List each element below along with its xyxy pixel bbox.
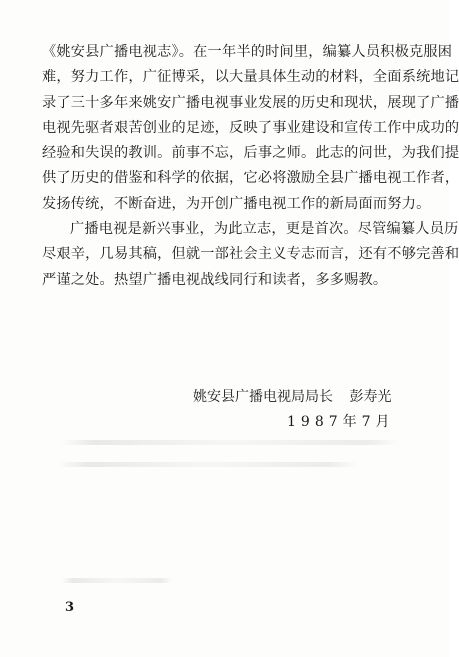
text-line: 发扬传统，不断奋进，为开创广播电视工作的新局面而努力。: [42, 195, 431, 212]
text-line: 供了历史的借鉴和科学的依据，它必将激励全县广播电视工作者，: [42, 170, 459, 187]
text-line: 经验和失误的教训。前事不忘，后事之师。此志的问世，为我们提: [42, 145, 459, 162]
document-date: 1987年7月: [287, 414, 395, 430]
text-line: 严谨之处。热望广播电视战线同行和读者，多多赐教。: [42, 271, 388, 288]
page-number: 3: [65, 600, 75, 615]
preface-body: [42, 40, 459, 293]
text-line: 尽艰辛，几易其稿，但就一部社会主义专志而言，还有不够完善和: [42, 246, 459, 263]
text-line: 录了三十多年来姚安广播电视事业发展的历史和现状，展现了广播: [42, 94, 459, 111]
text-line: 《姚安县广播电视志》。在一年半的时间里，编纂人员积极克服困: [42, 44, 453, 60]
text-line: 电视先驱者艰苦创业的足迹，反映了事业建设和宣传工作中成功的: [42, 119, 459, 136]
text-line: 广播电视是新兴事业，为此立志，更是首次。尽管编纂人员历: [70, 221, 459, 238]
signature-name: 彭寿光: [349, 389, 392, 405]
signature-line: [193, 386, 391, 406]
signature-title: 姚安县广播电视局局长: [193, 389, 333, 405]
bleed-through-mark: [58, 462, 358, 467]
text-line: 难，努力工作，广征博采，以大量具体生动的材料，全面系统地记: [42, 69, 459, 86]
bleed-through-mark: [62, 578, 172, 583]
bleed-through-mark: [60, 440, 400, 445]
